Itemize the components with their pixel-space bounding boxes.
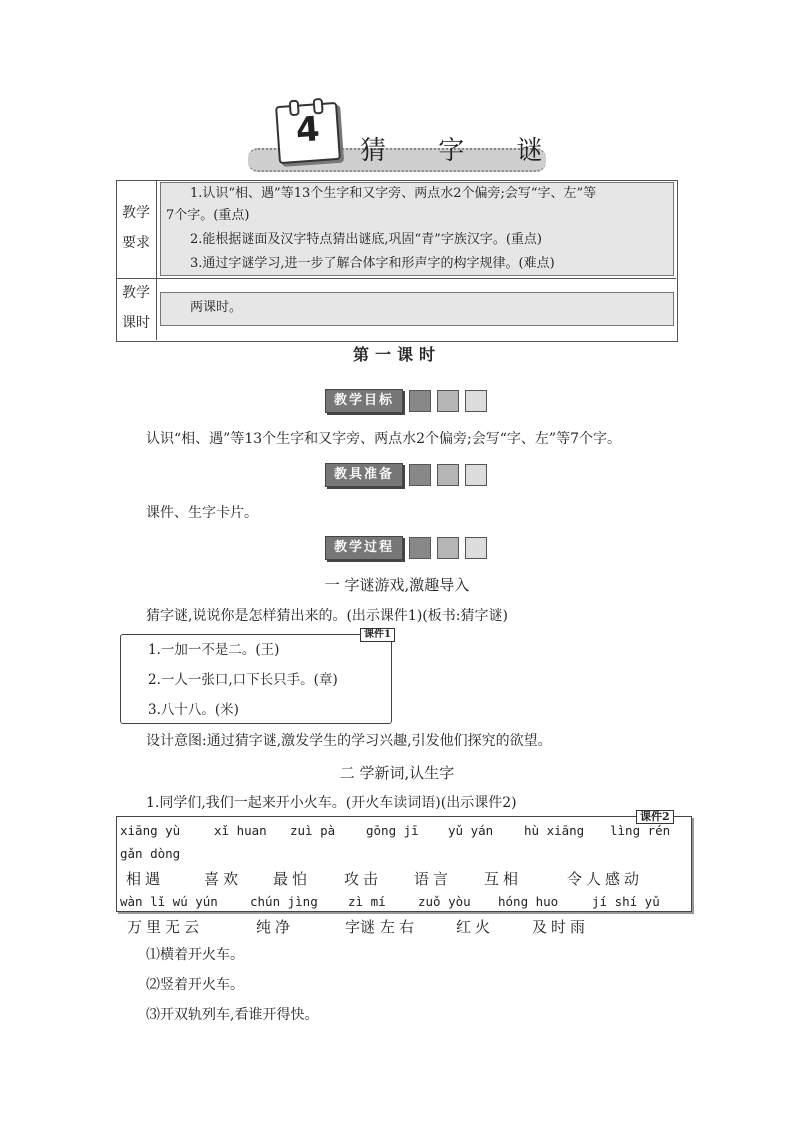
riddle-item: 2.一人一张口,口下长只手。(章) — [148, 672, 338, 688]
pinyin: gǎn dòng — [120, 846, 181, 861]
table-divider — [156, 180, 157, 340]
pinyin: gōng jī — [366, 823, 419, 838]
design-intent: 设计意图:通过猜字谜,激发学生的学习兴趣,引发他们探究的欲望。 — [146, 733, 552, 749]
requirement-item: 1.认识“相、遇”等13个生字和又字旁、两点水2个偏旁;会写“字、左”等 — [190, 186, 597, 201]
periods-label: 课时 — [122, 315, 150, 331]
sub-step: ⑴横着开火车。 — [146, 947, 244, 963]
vocab-word: 左右 — [380, 918, 419, 936]
riddle-item: 1.一加一不是二。(王) — [148, 642, 280, 658]
riddle-item: 3.八十八。(米) — [148, 702, 239, 718]
sub-step: ⑶开双轨列车,看谁开得快。 — [146, 1007, 319, 1023]
process-tag — [325, 536, 487, 560]
prep-tag — [325, 463, 487, 487]
pinyin: zuì pà — [290, 823, 336, 838]
pinyin: lìng rén — [610, 823, 671, 838]
vocab-word: 语言 — [414, 870, 453, 888]
pinyin: jí shí yǔ — [592, 894, 660, 909]
lesson-title: 猜 字 谜 — [360, 136, 565, 166]
prep-tag-label: 教具准备 — [325, 463, 403, 487]
pinyin: zì mí — [348, 894, 386, 909]
part2-heading: 二 学新词,认生字 — [339, 764, 455, 782]
lesson-number: 4 — [294, 109, 321, 151]
vocab-word: 纯净 — [256, 918, 295, 936]
table-divider — [116, 278, 676, 279]
tag-square — [465, 390, 487, 412]
goals-text: 认识“相、遇”等13个生字和又字旁、两点水2个偏旁;会写“字、左”等7个字。 — [146, 431, 621, 447]
pinyin: yǔ yán — [448, 823, 494, 838]
tag-square — [437, 390, 459, 412]
goals-tag-label: 教学目标 — [325, 389, 403, 413]
requirement-item: 2.能根据谜面及汉字特点猜出谜底,巩固“青”字族汉字。(重点) — [190, 232, 542, 247]
vocab-word: 万里无云 — [127, 918, 204, 936]
tag-square — [437, 464, 459, 486]
vocab-word: 字谜 — [345, 918, 376, 936]
prep-text: 课件、生字卡片。 — [146, 505, 258, 521]
part1-heading: 一 字谜游戏,激趣导入 — [324, 576, 470, 594]
part1-intro: 猜字谜,说说你是怎样猜出来的。(出示课件1)(板书:猜字谜) — [146, 608, 508, 624]
tag-square — [465, 537, 487, 559]
section-title: 第一课时 — [352, 345, 441, 364]
process-tag-label: 教学过程 — [325, 536, 403, 560]
tag-square — [465, 464, 487, 486]
vocab-word: 及时雨 — [532, 918, 590, 936]
requirements-label: 教学 — [122, 205, 150, 221]
pinyin: xǐ huan — [214, 823, 267, 838]
part2-step1: 1.同学们,我们一起来开小火车。(开火车读词语)(出示课件2) — [146, 795, 517, 811]
vocab-word: 互相 — [484, 870, 523, 888]
pinyin: wàn lǐ wú yún — [120, 894, 218, 909]
tag-square — [409, 464, 431, 486]
vocab-word: 最怕 — [273, 870, 312, 888]
vocab-word: 相遇 — [126, 870, 165, 888]
periods-value: 两课时。 — [190, 300, 243, 315]
requirement-item: 3.通过字谜学习,进一步了解合体字和形声字的构字规律。(难点) — [190, 256, 555, 271]
pinyin: hóng huo — [498, 894, 559, 909]
periods-label: 教学 — [122, 285, 150, 301]
goals-tag — [325, 389, 487, 413]
requirement-item: 7个字。(重点) — [166, 208, 250, 223]
tag-square — [409, 537, 431, 559]
tag-square — [437, 537, 459, 559]
vocab-word: 令人感动 — [567, 870, 644, 888]
pinyin: zuǒ yòu — [418, 894, 471, 909]
calendar-icon — [275, 102, 341, 164]
courseware-tag: 课件2 — [636, 810, 674, 824]
tag-square — [409, 390, 431, 412]
vocab-word: 攻击 — [344, 870, 383, 888]
pinyin: xiāng yù — [120, 823, 181, 838]
courseware-tag: 课件1 — [360, 628, 395, 642]
vocab-word: 喜欢 — [204, 870, 243, 888]
pinyin: hù xiāng — [524, 823, 585, 838]
vocab-word: 红火 — [456, 918, 495, 936]
pinyin: chún jìng — [250, 894, 318, 909]
requirements-label: 要求 — [122, 235, 150, 251]
sub-step: ⑵竖着开火车。 — [146, 977, 244, 993]
